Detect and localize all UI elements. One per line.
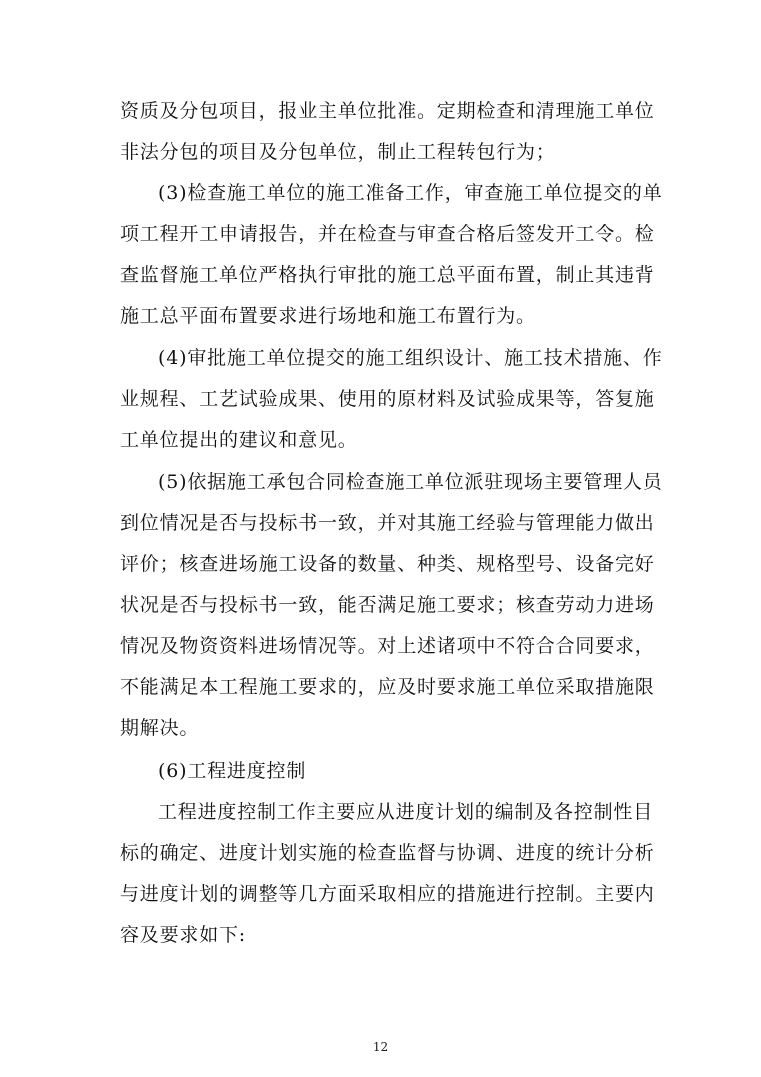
text-line: 标的确定、进度计划实施的检查监督与协调、进度的统计分析 — [120, 842, 655, 864]
page-number: 12 — [372, 1040, 389, 1054]
text-line: 工单位提出的建议和意见。 — [120, 429, 358, 451]
text-line: 查监督施工单位严格执行审批的施工总平面布置，制止其违背 — [120, 264, 655, 286]
text-line: 施工总平面布置要求进行场地和施工布置行为。 — [120, 305, 536, 327]
text-line: 状况是否与投标书一致，能否满足施工要求；核查劳动力进场 — [120, 594, 655, 616]
paragraph-first-line: (5)依据施工承包合同检查施工单位派驻现场主要管理人员 — [158, 471, 663, 493]
text-line: 项工程开工申请报告，并在检查与审查合格后签发开工令。检 — [120, 223, 655, 245]
text-line: 到位情况是否与投标书一致，并对其施工经验与管理能力做出 — [120, 512, 655, 534]
text-line: 与进度计划的调整等几方面采取相应的措施进行控制。主要内 — [120, 883, 655, 905]
section-heading: (6)工程进度控制 — [158, 760, 307, 782]
text-line: 期解决。 — [120, 717, 200, 739]
text-line: 业规程、工艺试验成果、使用的原材料及试验成果等，答复施 — [120, 388, 655, 410]
text-line: 不能满足本工程施工要求的，应及时要求施工单位采取措施限 — [120, 676, 655, 698]
text-line: 资质及分包项目，报业主单位批准。定期检查和清理施工单位 — [120, 100, 655, 122]
text-line: 容及要求如下: — [120, 924, 247, 946]
paragraph-first-line: 工程进度控制工作主要应从进度计划的编制及各控制性目 — [158, 801, 654, 823]
paragraph-first-line: (3)检查施工单位的施工准备工作，审查施工单位提交的单 — [158, 182, 663, 204]
text-line: 非法分包的项目及分包单位，制止工程转包行为； — [120, 141, 556, 163]
text-line: 评价；核查进场施工设备的数量、种类、规格型号、设备完好 — [120, 553, 655, 575]
text-line: 情况及物资资料进场情况等。对上述诸项中不符合合同要求， — [120, 635, 655, 657]
paragraph-first-line: (4)审批施工单位提交的施工组织设计、施工技术措施、作 — [158, 347, 663, 369]
